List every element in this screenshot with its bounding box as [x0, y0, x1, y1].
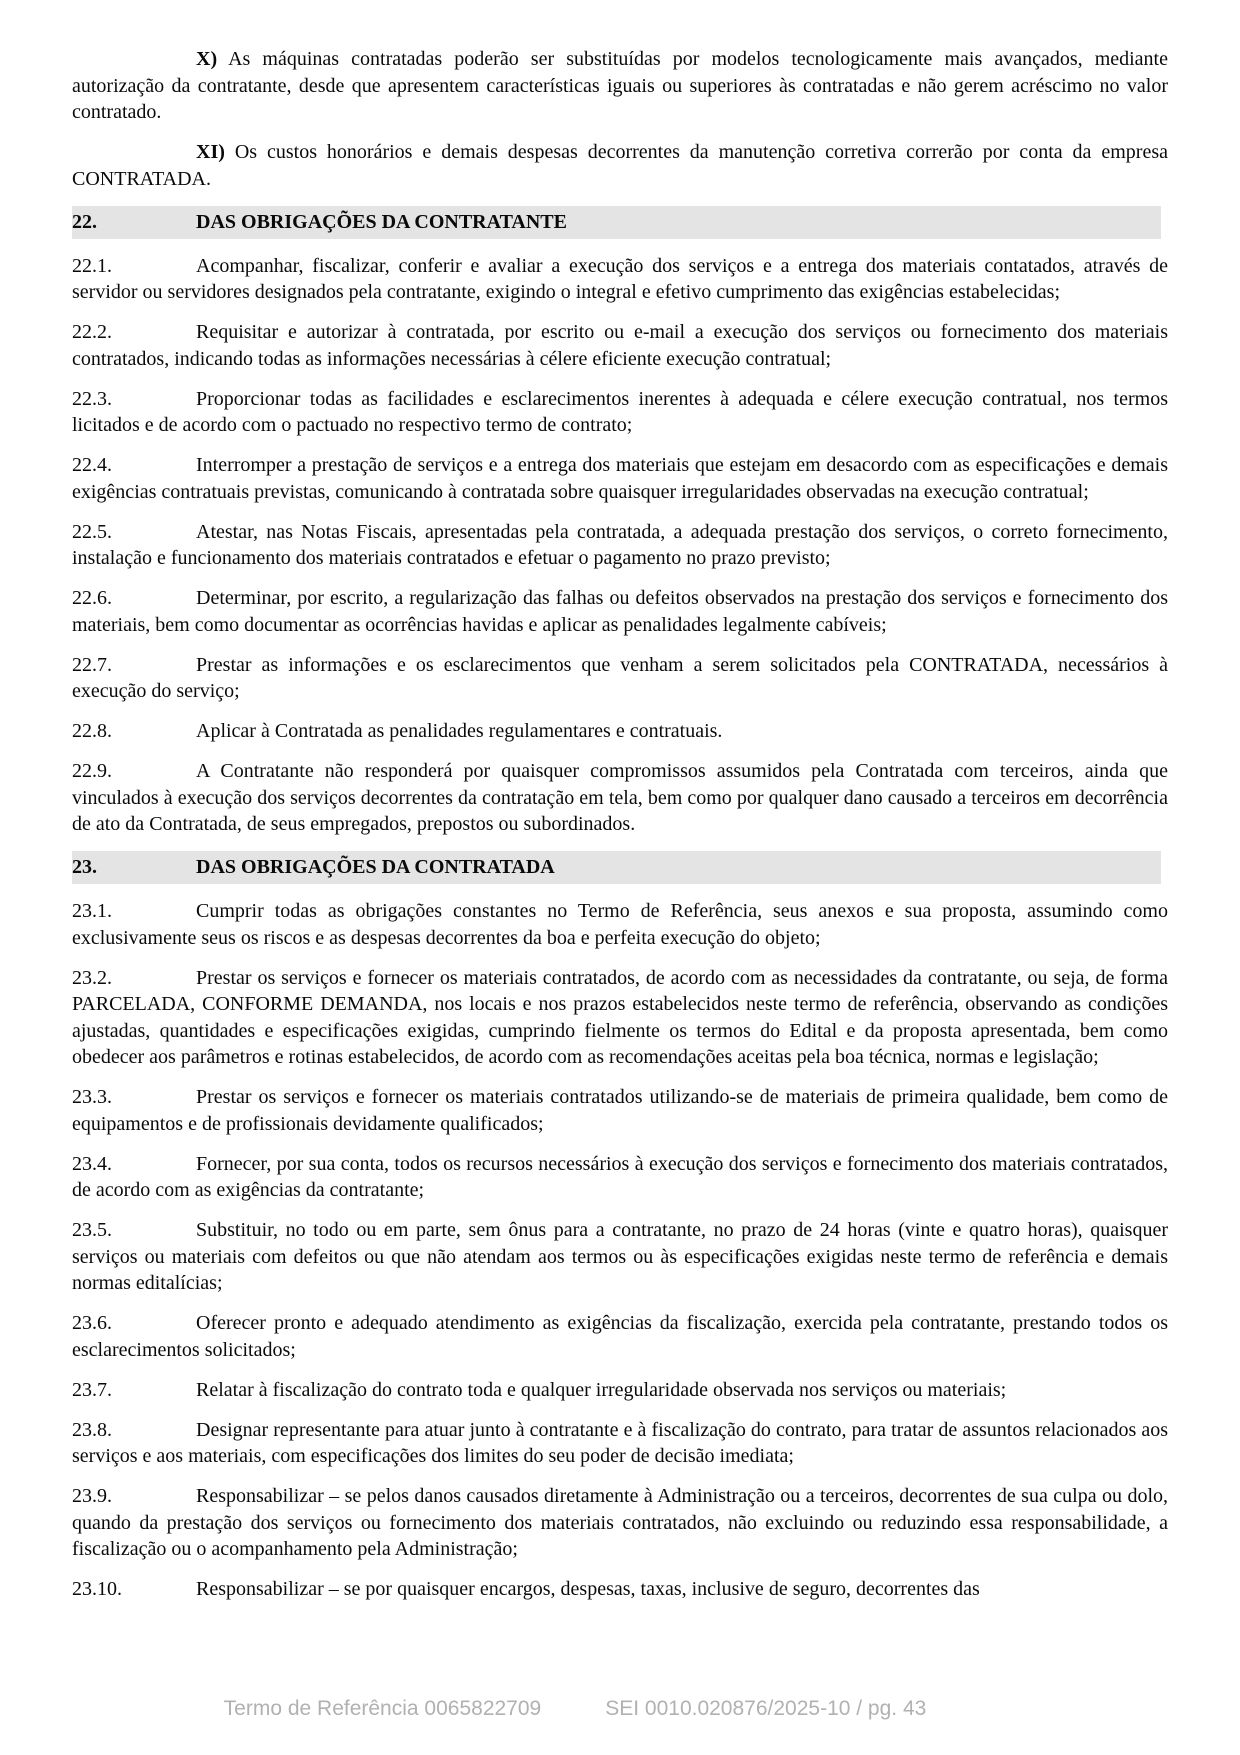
clause-text: As máquinas contratadas poderão ser substituídas por modelos tecnologicamente mais avançados, mediante autorização da contratante, desde que apresentem características iguais ou superiores às contratadas e não gerem acréscimo no valor contratado. — [72, 48, 1168, 123]
clause-number: 22.3. — [72, 387, 112, 410]
numbered-clause-paragraph — [72, 652, 1168, 705]
clause-text: Acompanhar, fiscalizar, conferir e avaliar a execução dos serviços e a entrega dos materiais contatados, através de servidor ou servidores designados pela contratante, exigindo o integral e efetivo cumprimento das exigências estabelecidas; — [72, 254, 1168, 303]
numbered-clause-paragraph — [72, 1417, 1168, 1470]
clause-text: Oferecer pronto e adequado atendimento as exigências da fiscalização, exercida pela contratante, prestando todos os esclarecimentos solicitados; — [72, 1312, 1168, 1361]
section-header — [72, 851, 1161, 884]
clause-text: Designar representante para atuar junto à contratante e à fiscalização do contrato, para tratar de assuntos relacionados aos serviços e aos materiais, com especificações dos limites do seu poder de decisão imediata; — [72, 1418, 1168, 1467]
clause-text: Aplicar à Contratada as penalidades regulamentares e contratuais. — [196, 720, 723, 742]
numbered-clause-paragraph — [72, 386, 1168, 439]
clause-text: A Contratante não responderá por quaisquer compromissos assumidos pela Contratada com terceiros, ainda que vinculados à execução dos serviços decorrentes da contratação em tela, bem como por qualquer dano causado a terceiros em decorrência de ato da Contratada, de seus empregados, prepostos ou subordinados. — [72, 760, 1168, 835]
numbered-clause-paragraph — [72, 1217, 1168, 1297]
clause-number: 22.5. — [72, 520, 112, 543]
clause-number: 23.5. — [72, 1219, 112, 1241]
clause-text: Proporcionar todas as facilidades e esclarecimentos inerentes à adequada e célere execução contratual, nos termos licitados e de acordo com o pactuado no respectivo termo de contrato; — [72, 387, 1168, 436]
numbered-clause-paragraph — [72, 1576, 1168, 1603]
lettered-clause-paragraph — [72, 139, 1168, 192]
clause-text: Determinar, por escrito, a regularização das falhas ou defeitos observados na prestação dos serviços e fornecimento dos materiais, bem como documentar as ocorrências havidas e aplicar as penalidades legalmente cabíveis; — [72, 587, 1168, 636]
clause-text: Cumprir todas as obrigações constantes no Termo de Referência, seus anexos e sua proposta, assumindo como exclusivamente seus os riscos e as despesas decorrentes da boa e perfeita execução do objeto; — [72, 900, 1168, 949]
clause-letter-label: X) — [196, 48, 218, 70]
clause-number: 23.6. — [72, 1312, 112, 1334]
clause-text: Requisitar e autorizar à contratada, por escrito ou e-mail a execução dos serviços ou fornecimento dos materiais contratados, indicando todas as informações necessárias à célere eficiente execução contratual; — [72, 321, 1168, 370]
clause-number: 22.7. — [72, 653, 112, 676]
numbered-clause-paragraph — [72, 1377, 1168, 1404]
clause-number: 23.2. — [72, 966, 112, 989]
numbered-clause-paragraph — [72, 1151, 1168, 1204]
clause-text: Prestar as informações e os esclarecimentos que venham a serem solicitados pela CONTRATADA, necessários à execução do serviço; — [72, 653, 1168, 702]
clause-number: 23.4. — [72, 1152, 112, 1175]
numbered-clause-paragraph — [72, 718, 1168, 745]
section-title: DAS OBRIGAÇÕES DA CONTRATANTE — [196, 210, 567, 233]
numbered-clause-paragraph — [72, 253, 1168, 306]
clause-number: 23.10. — [72, 1578, 122, 1600]
clause-text: Fornecer, por sua conta, todos os recursos necessários à execução dos serviços e fornecimento dos materiais contratados, de acordo com as exigências da contratante; — [72, 1152, 1168, 1201]
section-number: 22. — [72, 210, 97, 233]
numbered-clause-paragraph — [72, 758, 1168, 838]
clause-number: 23.3. — [72, 1086, 112, 1108]
document-body — [72, 46, 1168, 1616]
clause-text: Prestar os serviços e fornecer os materiais contratados utilizando-se de materiais de primeira qualidade, bem como de equipamentos e de profissionais devidamente qualificados; — [72, 1086, 1168, 1135]
numbered-clause-paragraph — [72, 1310, 1168, 1363]
numbered-clause-paragraph — [72, 585, 1168, 638]
numbered-clause-paragraph — [72, 1084, 1168, 1137]
clause-text: Substituir, no todo ou em parte, sem ônus para a contratante, no prazo de 24 horas (vinte e quatro horas), quaisquer serviços ou materiais com defeitos ou que não atendam aos termos ou às especificações exigidas neste termo de referência e demais normas editalícias; — [72, 1219, 1168, 1294]
section-number: 23. — [72, 856, 97, 878]
clause-text: Relatar à fiscalização do contrato toda e qualquer irregularidade observada nos serviços ou materiais; — [196, 1378, 1007, 1401]
clause-number: 23.8. — [72, 1418, 112, 1441]
clause-number: 22.1. — [72, 254, 112, 277]
footer-sei-reference: SEI 0010.020876/2025-10 / pg. 43 — [605, 1697, 927, 1720]
clause-text: Prestar os serviços e fornecer os materiais contratados, de acordo com as necessidades da contratante, ou seja, de forma PARCELADA, CONFORME DEMANDA, nos locais e nos prazos estabelecidos neste termo de referência, observando as condições ajustadas, quantidades e especificações exigidas, cumprindo fielmente os termos do Edital e da proposta apresentada, bem como obedecer aos parâmetros e rotinas estabelecidos, de acordo com as recomendações aceitas pela boa técnica, normas e legislação; — [72, 966, 1168, 1068]
numbered-clause-paragraph — [72, 319, 1168, 372]
section-header — [72, 206, 1161, 239]
lettered-clause-paragraph — [72, 46, 1168, 126]
section-title: DAS OBRIGAÇÕES DA CONTRATADA — [196, 856, 555, 878]
numbered-clause-paragraph — [72, 898, 1168, 951]
clause-number: 22.2. — [72, 321, 112, 343]
clause-number: 23.1. — [72, 900, 112, 922]
numbered-clause-paragraph — [72, 965, 1168, 1071]
clause-text: Responsabilizar – se por quaisquer encargos, despesas, taxas, inclusive de seguro, decorrentes das — [196, 1578, 980, 1600]
clause-text: Interromper a prestação de serviços e a entrega dos materiais que estejam em desacordo com as especificações e demais exigências contratuais previstas, comunicando à contratada sobre quaisquer irregularidades observadas na execução contratual; — [72, 454, 1168, 503]
clause-number: 22.4. — [72, 454, 112, 476]
clause-number: 23.9. — [72, 1485, 112, 1507]
page-footer — [0, 1697, 1195, 1721]
clause-text: Atestar, nas Notas Fiscais, apresentadas pela contratada, a adequada prestação dos serviços, o correto fornecimento, instalação e funcionamento dos materiais contratados e efetuar o pagamento no prazo previsto; — [72, 520, 1168, 569]
clause-number: 23.7. — [72, 1378, 112, 1401]
numbered-clause-paragraph — [72, 1483, 1168, 1563]
numbered-clause-paragraph — [72, 519, 1168, 572]
clause-number: 22.8. — [72, 720, 112, 742]
clause-number: 22.9. — [72, 760, 112, 782]
clause-text: Responsabilizar – se pelos danos causados diretamente à Administração ou a terceiros, decorrentes de sua culpa ou dolo, quando da prestação dos serviços ou fornecimento dos materiais contratados, não excluindo ou reduzindo essa responsabilidade, a fiscalização ou o acompanhamento pela Administração; — [72, 1485, 1168, 1560]
clause-letter-label: XI) — [196, 141, 225, 163]
clause-text: Os custos honorários e demais despesas decorrentes da manutenção corretiva correrão por conta da empresa CONTRATADA. — [72, 141, 1168, 190]
numbered-clause-paragraph — [72, 452, 1168, 505]
footer-document-reference: Termo de Referência 0065822709 — [223, 1697, 542, 1720]
clause-number: 22.6. — [72, 587, 112, 609]
